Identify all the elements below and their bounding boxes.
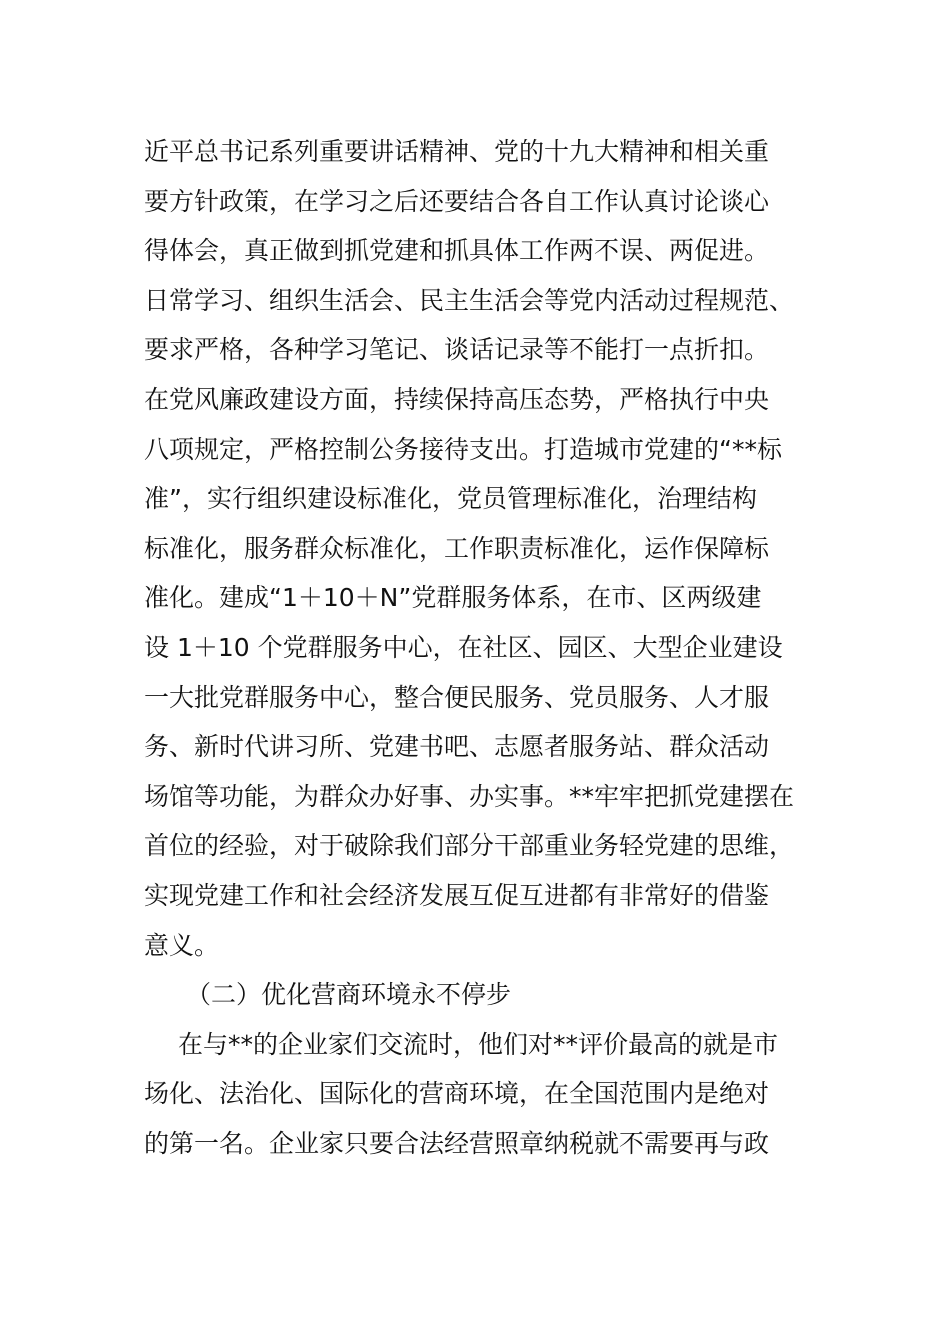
- paragraph-1-line-17: 意义。: [144, 930, 220, 960]
- paragraph-1-line-1: 近平总书记系列重要讲话精神、党的十九大精神和相关重: [144, 137, 770, 166]
- paragraph-1-line-13: 务、新时代讲习所、党建书吧、志愿者服务站、群众活动: [144, 732, 770, 762]
- paragraph-1-line-5: 要求严格，各种学习笔记、谈话记录等不能打一点折扣。: [144, 335, 770, 365]
- paragraph-1-line-2: 要方针政策，在学习之后还要结合各自工作认真讨论谈心: [144, 186, 770, 216]
- paragraph-1-line-12: 一大批党群服务中心，整合便民服务、党员服务、人才服: [144, 682, 770, 712]
- paragraph-1-line-11: 设 1＋10 个党群服务中心，在社区、园区、大型企业建设: [144, 632, 783, 662]
- paragraph-1-line-8: 准”，实行组织建设标准化，党员管理标准化，治理结构: [144, 484, 757, 514]
- paragraph-1-line-9: 标准化，服务群众标准化，工作职责标准化，运作保障标: [144, 533, 770, 563]
- paragraph-1-line-14: 场馆等功能，为群众办好事、办实事。**牢牢把抓党建摆在: [144, 781, 795, 811]
- document-body: [144, 127, 824, 1168]
- paragraph-2-line-3: 的第一名。企业家只要合法经营照章纳税就不需要再与政: [144, 1128, 770, 1158]
- paragraph-2-line-2: 场化、法治化、国际化的营商环境，在全国范围内是绝对: [144, 1079, 770, 1109]
- paragraph-2-line-1: 在与**的企业家们交流时，他们对**评价最高的就是市: [178, 1029, 779, 1059]
- paragraph-1-line-6: 在党风廉政建设方面，持续保持高压态势，严格执行中央: [144, 384, 770, 414]
- section-heading: （二）优化营商环境永不停步: [186, 980, 512, 1010]
- paragraph-1-line-15: 首位的经验，对于破除我们部分干部重业务轻党建的思维，: [144, 831, 795, 861]
- paragraph-1-line-3: 得体会，真正做到抓党建和抓具体工作两不误、两促进。: [144, 236, 770, 266]
- paragraph-1-line-16: 实现党建工作和社会经济发展互促互进都有非常好的借鉴: [144, 880, 770, 910]
- paragraph-1-line-7: 八项规定，严格控制公务接待支出。打造城市党建的“**标: [144, 434, 782, 464]
- paragraph-1-line-4: 日常学习、组织生活会、民主生活会等党内活动过程规范、: [144, 285, 795, 315]
- paragraph-1-line-10: 准化。建成“1＋10＋N”党群服务体系，在市、区两级建: [144, 583, 762, 613]
